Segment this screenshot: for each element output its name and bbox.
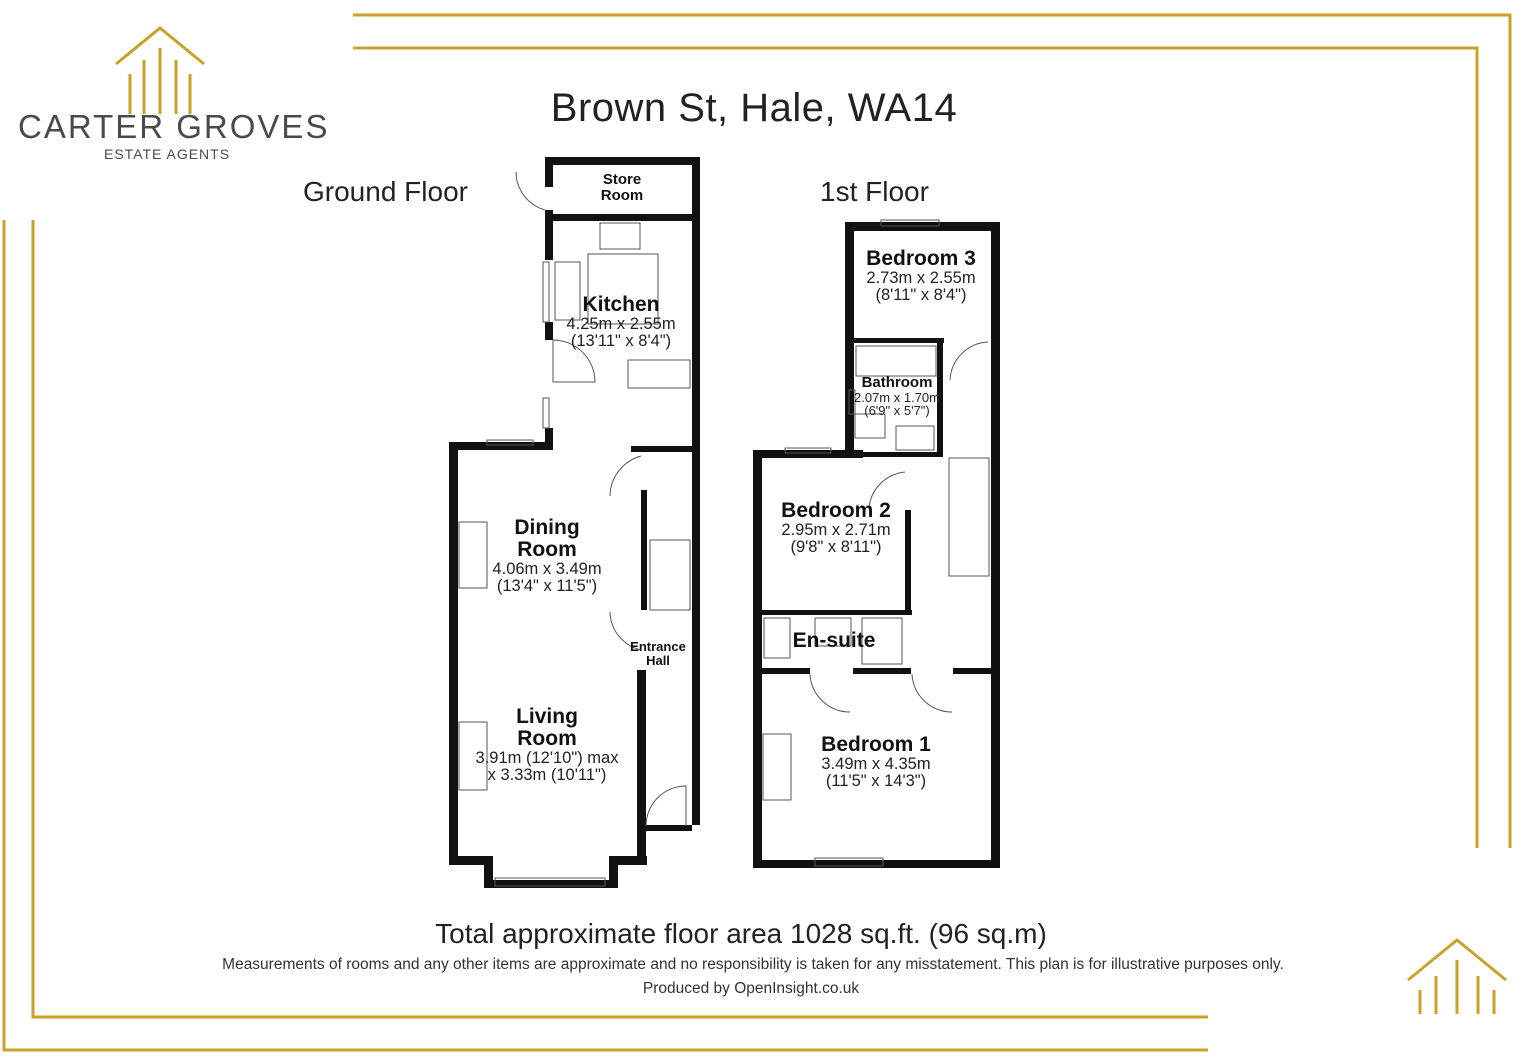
room-living-metric: 3.91m (12'10") max (475, 749, 619, 768)
brand-name-right: GROVES (176, 108, 330, 145)
room-bedroom1-name: Bedroom 1 (821, 733, 931, 756)
room-bathroom-metric: 2.07m x 1.70m (854, 389, 940, 405)
room-dining (492, 517, 601, 596)
room-living-name: Living Room (516, 705, 578, 751)
room-dining-metric: 4.06m x 3.49m (492, 560, 602, 579)
room-dining-name: Dining Room (514, 516, 580, 562)
room-bedroom1-metric: 3.49m x 4.35m (821, 755, 931, 774)
room-bedroom2 (781, 500, 891, 557)
room-store (601, 172, 644, 204)
ground-floor-label: Ground Floor (303, 176, 468, 207)
room-ensuite (793, 630, 876, 652)
room-entrance (630, 640, 686, 667)
room-bedroom3-name: Bedroom 3 (866, 247, 976, 270)
room-bathroom-name: Bathroom (861, 374, 933, 391)
room-bedroom3-metric: 2.73m x 2.55m (866, 269, 976, 288)
total-floor-area: Total approximate floor area 1028 sq.ft. (96 sq.m) (435, 918, 1047, 949)
room-bedroom2-imperial: (9'8" x 8'11") (790, 538, 882, 557)
room-dining-imperial: (13'4" x 11'5") (496, 577, 598, 596)
room-kitchen (566, 294, 675, 351)
room-kitchen-metric: 4.25m x 2.55m (566, 315, 676, 334)
room-bathroom (854, 375, 940, 418)
room-living-imperial: x 3.33m (10'11") (487, 766, 607, 785)
brand-name-left: CARTER (18, 108, 166, 145)
room-bedroom3-imperial: (8'11" x 8'4") (875, 286, 967, 305)
room-kitchen-name: Kitchen (582, 293, 660, 316)
room-bedroom2-metric: 2.95m x 2.71m (781, 521, 891, 540)
room-bedroom1-imperial: (11'5" x 14'3") (825, 772, 927, 791)
first-floor-label: 1st Floor (820, 176, 929, 207)
room-ensuite-name: En-suite (792, 629, 876, 652)
room-bedroom1 (821, 734, 931, 791)
room-living (476, 706, 619, 785)
room-kitchen-imperial: (13'11" x 8'4") (570, 332, 672, 351)
brand-subtitle: ESTATE AGENTS (104, 146, 231, 162)
room-store-name: Store Room (600, 171, 644, 204)
room-bathroom-imperial: (6'9" x 5'7") (864, 403, 930, 419)
page-title: Brown St, Hale, WA14 (550, 86, 958, 130)
room-entrance-name: Entrance Hall (630, 639, 686, 668)
room-bedroom3 (866, 248, 976, 305)
produced-by: Produced by OpenInsight.co.uk (642, 980, 860, 997)
room-bedroom2-name: Bedroom 2 (781, 499, 891, 522)
disclaimer: Measurements of rooms and any other items are approximate and no responsibility is taken for any misstatement. This plan is for illustrative purposes only. (222, 956, 1284, 973)
